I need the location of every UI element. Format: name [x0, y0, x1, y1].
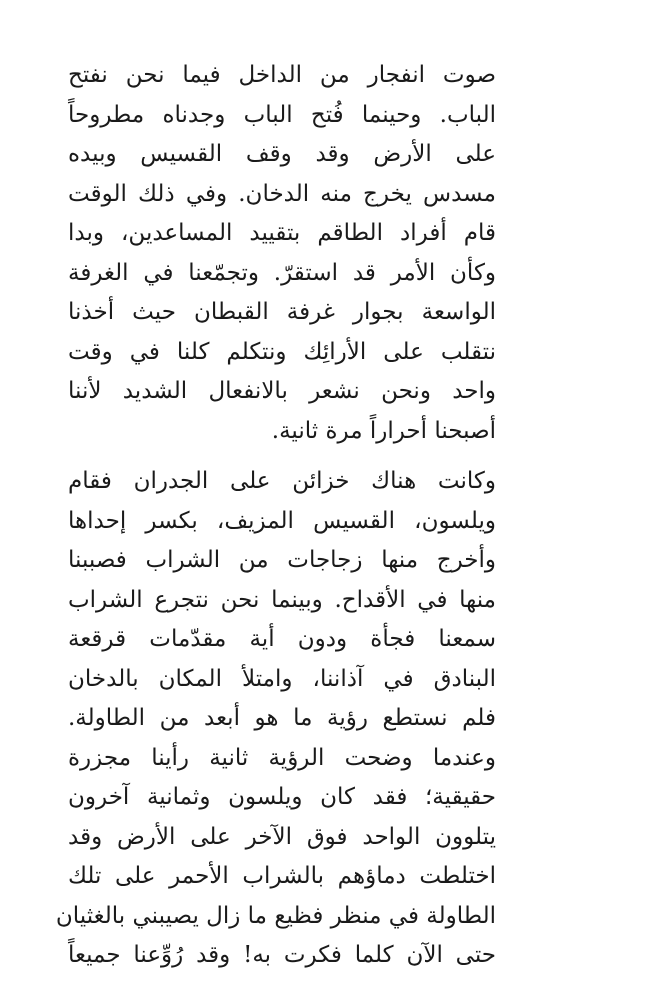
text-line: وكانت هناك خزائن على الجدران فقام — [68, 468, 496, 494]
text-line: الطاولة في منظر فظيع ما زال يصيبني بالغثيان — [55, 902, 496, 929]
text-line: وأخرج منها زجاجات من الشراب فصببنا — [68, 547, 496, 573]
text-line: الواسعة بجوار غرفة القبطان حيث أخذنا — [68, 299, 496, 325]
text-line: مسدس يخرج منه الدخان. وفي ذلك الوقت — [68, 180, 496, 207]
text-line: البنادق في آذاننا، وامتلأ المكان بالدخان — [68, 665, 496, 692]
text-line: فلم نستطع رؤية ما هو أبعد من الطاولة. — [68, 705, 496, 731]
text-line: وكأن الأمر قد استقرّ. وتجمّعنا في الغرفة — [68, 259, 496, 286]
text-line: منها في الأقداح. وبينما نحن نتجرع الشراب — [68, 586, 496, 613]
text-line: حقيقية؛ فقد كان ويلسون وثمانية آخرون — [68, 784, 496, 810]
text-line: وعندما وضحت الرؤية ثانية رأينا مجزرة — [68, 744, 496, 771]
text-line: حتى الآن كلما فكرت به! وقد رُوِّعنا جميعاً — [68, 942, 496, 968]
text-line: اختلطت دماؤهم بالشراب الأحمر على تلك — [68, 863, 496, 889]
text-line: الباب. وحينما فُتح الباب وجدناه مطروحاً — [68, 101, 496, 128]
text-line: ويلسون، القسيس المزيف، بكسر إحداها — [68, 507, 496, 534]
text-line: أصبحنا أحراراً مرة ثانية. — [271, 417, 496, 444]
text-line: واحد ونحن نشعر بالانفعال الشديد لأننا — [68, 378, 496, 404]
text-line: صوت انفجار من الداخل فيما نحن نفتح — [68, 62, 496, 88]
text-line: قام أفراد الطاقم بتقييد المساعدين، وبدا — [68, 220, 496, 246]
text-line: نتقلب على الأرائِك ونتكلم كلنا في وقت — [68, 338, 496, 365]
text-line: سمعنا فجأة ودون أية مقدّمات قرقعة — [68, 626, 496, 652]
text-line: على الأرض وقد وقف القسيس وبيده — [68, 141, 496, 167]
paragraph-2 — [55, 462, 496, 976]
paragraph-1 — [68, 56, 496, 451]
text-line: يتلوون الواحد فوق الآخر على الأرض وقد — [68, 823, 496, 850]
